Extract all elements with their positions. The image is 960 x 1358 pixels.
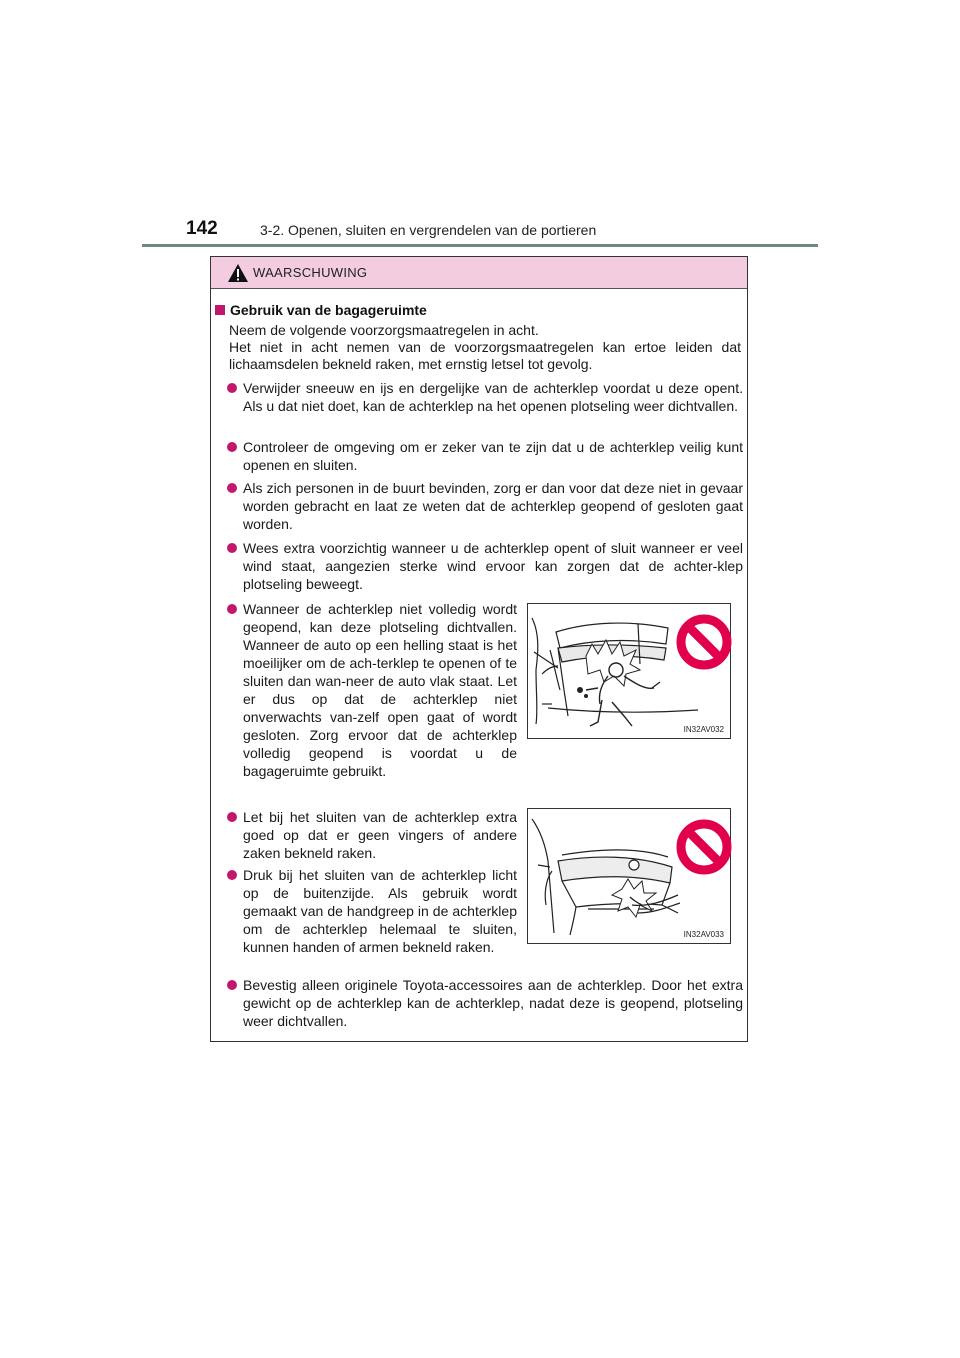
square-bullet-icon [215, 305, 225, 315]
prohibited-icon [681, 619, 727, 665]
bullet-item: Let bij het sluiten van de achterklep extra goed op dat er geen vingers of andere zaken bekneld raken. [227, 808, 517, 862]
bullet-item: Verwijder sneeuw en ijs en dergelijke van de achterklep voordat u deze opent. Als u dat niet doet, kan de achterklep na het openen plotseling weer dichtvallen. [227, 379, 743, 415]
warning-box [210, 256, 748, 1042]
warning-content [211, 288, 747, 1041]
warning-triangle-icon [227, 263, 249, 283]
bullet-item: Controleer de omgeving om er zeker van te zijn dat u de achterklep veilig kunt openen en sluiten. [227, 438, 743, 474]
bullet-item: Wees extra voorzichtig wanneer u de achterklep opent of sluit wanneer er veel wind staat, aangezien sterke wind ervoor kan zorgen dat de achter-klep plotseling beweegt. [227, 539, 743, 593]
bullet-item: Als zich personen in de buurt bevinden, zorg er dan voor dat deze niet in gevaar worden gebracht en laat ze weten dat de achterklep geopend of gesloten gaat worden. [227, 479, 743, 533]
hand-pinched-drawing [528, 809, 732, 945]
figure-code: IN32AV033 [683, 930, 724, 939]
intro-paragraph-1: Neem de volgende voorzorgsmaatregelen in acht. [229, 322, 539, 338]
page-number: 142 [186, 218, 218, 239]
warning-title: WAARSCHUWING [253, 265, 368, 280]
warning-header [211, 257, 747, 289]
section-title: 3-2. Openen, sluiten en vergrendelen van de portieren [260, 222, 597, 238]
bullet-item: Wanneer de achterklep niet volledig wordt geopend, kan deze plotseling dichtvallen. Wanneer de auto op een helling staat is het moeilijker om de ach-terklep te openen of te sluiten dan wan-neer de auto vlak staat. Let er dus op dat de achterklep niet onverwachts van-zelf open gaat of wordt gesloten. Zorg ervoor dat de achterklep volledig geopend is voordat u de bagageruimte gebruikt. [227, 600, 517, 780]
prohibited-icon [681, 824, 727, 870]
section-heading-text: Gebruik van de bagageruimte [230, 302, 427, 318]
bullet-item: Druk bij het sluiten van de achterklep licht op de buitenzijde. Als gebruik wordt gemaakt van de handgreep in de achterklep om de achterklep helemaal te sluiten, kunnen handen of armen bekneld raken. [227, 866, 517, 956]
bullet-item: Bevestig alleen originele Toyota-accessoires aan de achterklep. Door het extra gewicht op de achterklep kan de achterklep, nadat deze is geopend, plotseling weer dichtvallen. [227, 976, 743, 1030]
illustration-trunk-falling [527, 603, 731, 739]
illustration-hand-pinched [527, 808, 731, 944]
header-rule [142, 244, 818, 247]
intro-paragraph-2: Het niet in acht nemen van de voorzorgsmaatregelen kan ertoe leiden dat lichaamsdelen bekneld raken, met ernstig letsel tot gevolg. [229, 339, 741, 372]
figure-code: IN32AV032 [683, 725, 724, 734]
trunk-falling-drawing [528, 604, 732, 740]
section-heading [215, 302, 427, 318]
